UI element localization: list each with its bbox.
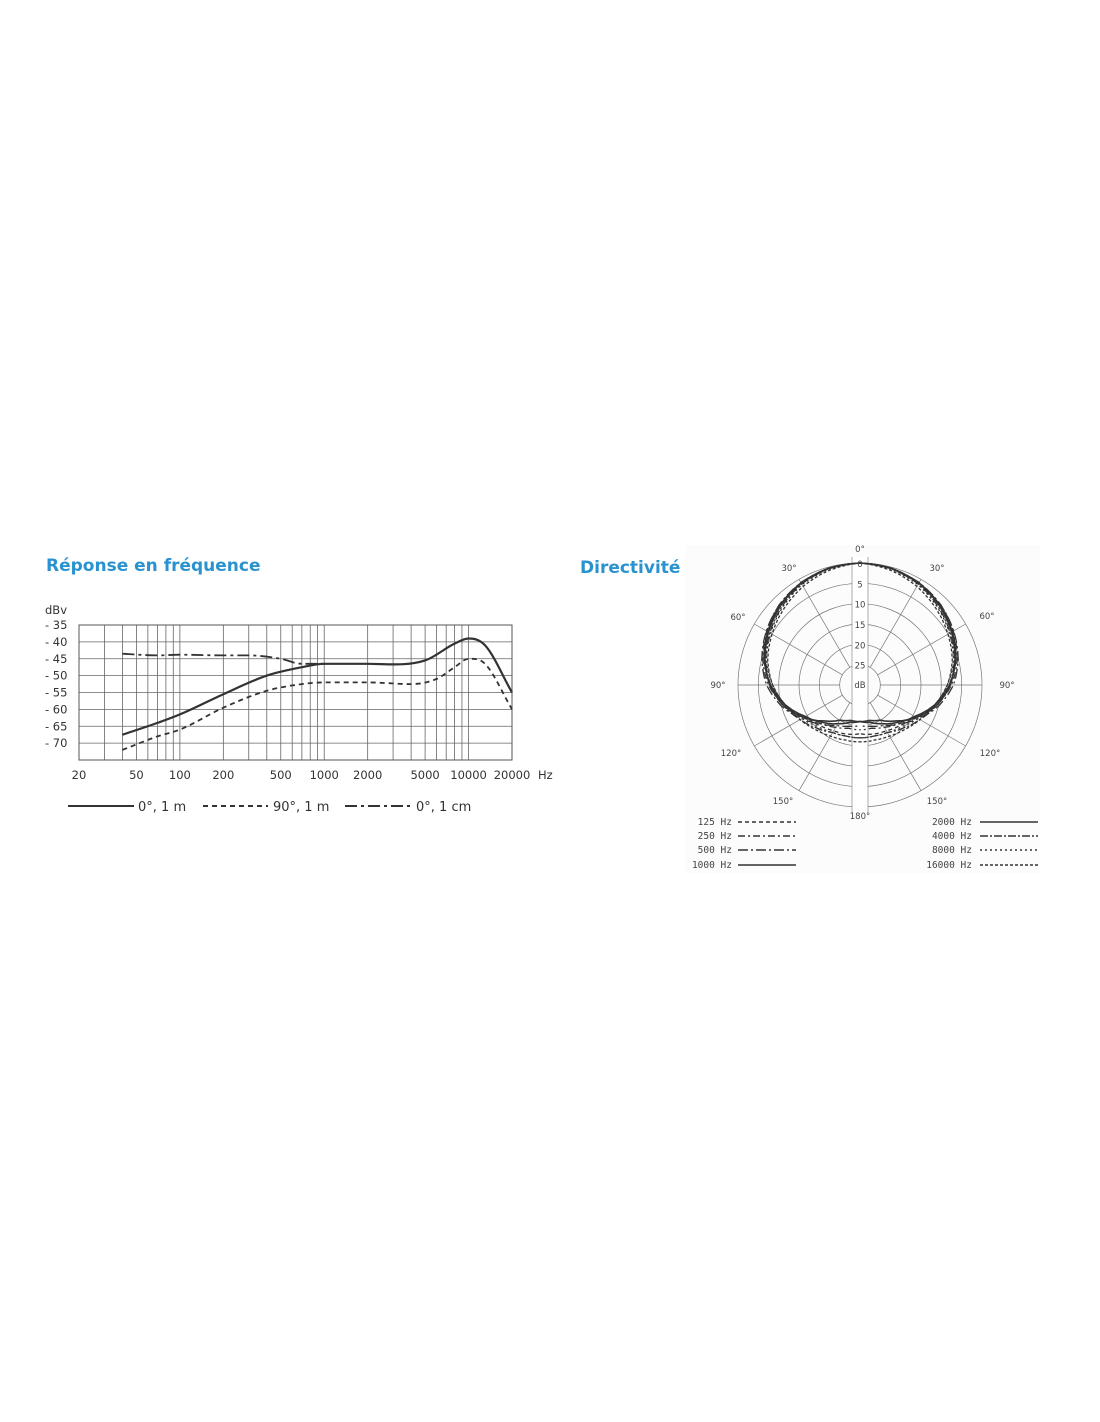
y-tick-label: - 70 xyxy=(45,736,68,751)
legend-label: 0°, 1 cm xyxy=(416,800,472,815)
x-tick-label: 2000 xyxy=(353,768,383,782)
y-axis-label: dBv xyxy=(45,603,67,617)
x-tick-label: 10000 xyxy=(450,768,487,782)
x-tick-label: 50 xyxy=(129,768,144,782)
x-tick-label: 200 xyxy=(212,768,235,782)
y-tick-label: - 55 xyxy=(45,685,68,700)
x-tick-label: 20000 xyxy=(493,768,531,782)
polar-angle-label: 90° xyxy=(999,681,1015,691)
polar-legend-label: 1000 Hz xyxy=(691,860,732,871)
polar-r-tick: 5 xyxy=(857,580,863,591)
polar-angle-label: 60° xyxy=(730,613,746,623)
x-tick-label: 1000 xyxy=(309,768,339,782)
polar-angle-label: 30° xyxy=(929,564,945,574)
y-tick-label: - 40 xyxy=(45,634,68,649)
polar-legend-label: 500 Hz xyxy=(697,845,732,856)
polar-angle-label: 150° xyxy=(772,797,794,807)
frequency-response-title: Réponse en fréquence xyxy=(46,556,261,576)
directivity-title: Directivité xyxy=(580,558,681,578)
polar-legend-label: 8000 Hz xyxy=(931,845,972,856)
y-tick-label: - 45 xyxy=(45,651,68,666)
polar-angle-label: 60° xyxy=(979,612,995,622)
x-tick-label: 500 xyxy=(269,768,292,782)
x-tick-label: 100 xyxy=(168,768,191,782)
polar-unit-label: dB xyxy=(854,681,866,691)
polar-r-tick: 10 xyxy=(854,600,866,611)
x-axis-unit: Hz xyxy=(538,768,553,782)
polar-angle-label: 0° xyxy=(855,545,865,555)
polar-r-tick: 20 xyxy=(854,641,866,652)
polar-angle-label: 150° xyxy=(926,797,948,807)
y-tick-label: - 60 xyxy=(45,702,68,717)
polar-legend-label: 125 Hz xyxy=(697,817,732,828)
polar-r-tick: 25 xyxy=(854,661,866,672)
polar-angle-label: 120° xyxy=(720,749,742,759)
polar-angle-label: 30° xyxy=(781,564,797,574)
x-tick-label: 5000 xyxy=(410,768,440,782)
y-tick-label: - 35 xyxy=(45,618,68,632)
polar-angle-label: 180° xyxy=(849,812,871,822)
polar-legend-label: 4000 Hz xyxy=(931,831,972,842)
x-tick-label: 20 xyxy=(71,768,87,782)
polar-angle-label: 90° xyxy=(710,681,726,691)
polar-r-tick: 15 xyxy=(854,621,866,631)
y-tick-label: - 65 xyxy=(45,719,68,734)
legend-label: 0°, 1 m xyxy=(138,800,187,815)
polar-angle-label: 120° xyxy=(979,749,1001,759)
legend-label: 90°, 1 m xyxy=(273,800,330,815)
polar-r-tick: 0 xyxy=(857,560,863,570)
y-tick-label: - 50 xyxy=(45,668,68,683)
polar-legend-label: 250 Hz xyxy=(697,831,732,842)
polar-legend-label: 16000 Hz xyxy=(926,860,972,871)
polar-legend-label: 2000 Hz xyxy=(931,817,972,828)
